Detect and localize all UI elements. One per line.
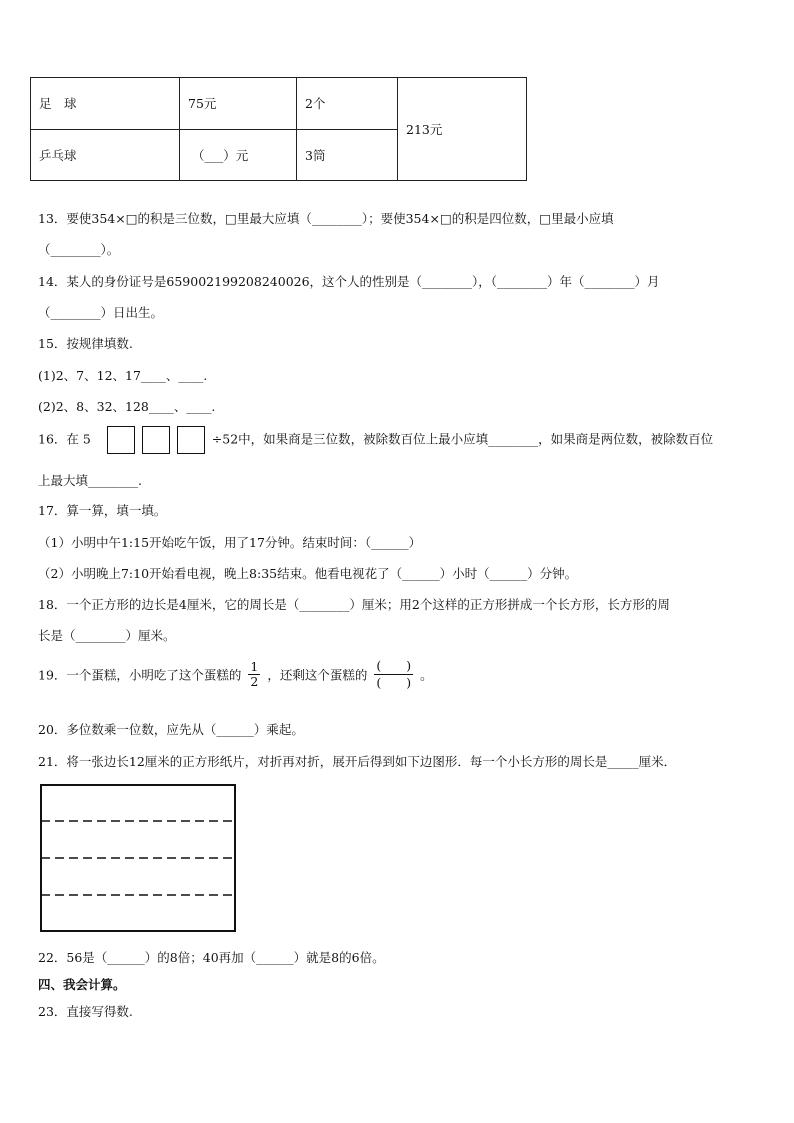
question-19 xyxy=(38,658,433,691)
fraction-one-half xyxy=(248,660,260,689)
question-17-title: 17．算一算，填一填。 xyxy=(38,503,167,518)
question-17-sub1: （1）小明中午1:15开始吃午饭，用了17分钟。结束时间：（______） xyxy=(38,535,422,550)
fraction-blank-denominator: ( ) xyxy=(376,675,412,690)
question-17-sub2: （2）小明晚上7:10开始看电视，晚上8:35结束。他看电视花了（______）小时（______）分钟。 xyxy=(38,566,578,581)
table-cell-qty: 2个 xyxy=(297,78,398,130)
question-23: 23．直接写得数. xyxy=(38,1004,133,1019)
question-18-line1: 18．一个正方形的边长是4厘米，它的周长是（________）厘米；用2个这样的正方形拼成一个长方形，长方形的周 xyxy=(38,597,670,612)
fraction-denominator: 2 xyxy=(250,674,259,689)
question-19-text-a: 19．一个蛋糕，小明吃了这个蛋糕的 xyxy=(38,667,242,683)
table-row xyxy=(31,78,527,130)
question-19-text-c: 。 xyxy=(420,667,433,683)
section-4-title: 四、我会计算。 xyxy=(38,977,126,992)
table-cell-item: 乒乓球 xyxy=(31,129,180,181)
digit-box xyxy=(107,426,135,454)
question-16-text: ÷52中，如果商是三位数，被除数百位上最小应填________，如果商是两位数，被除数百位 xyxy=(211,431,714,447)
table-cell-item: 足 球 xyxy=(31,78,180,130)
question-16-prefix: 16．在 5 xyxy=(38,431,91,447)
question-21: 21．将一张边长12厘米的正方形纸片，对折再对折，展开后得到如下边图形．每一个小长方形的周长是_____厘米． xyxy=(38,754,677,769)
question-15-title: 15．按规律填数. xyxy=(38,336,133,351)
table-cell-qty: 3筒 xyxy=(297,129,398,181)
digit-box xyxy=(142,426,170,454)
question-14-line1: 14．某人的身份证号是659002199208240026，这个人的性别是（________），（________）年（________）月 xyxy=(38,274,660,289)
table-cell-price: （___）元 xyxy=(180,129,297,181)
digit-box xyxy=(177,426,205,454)
question-13-line1: 13．要使354×□的积是三位数，□里最大应填（________）；要使354×□的积是四位数，□里最小应填 xyxy=(38,211,614,226)
question-13-line2: （________）。 xyxy=(38,242,120,257)
table-cell-price: 75元 xyxy=(180,78,297,130)
question-16-line1 xyxy=(38,426,713,454)
question-15-sub2: (2)2、8、32、128____、____. xyxy=(38,399,216,414)
question-16-line2: 上最大填________. xyxy=(38,473,142,488)
question-19-text-b: ，还剩这个蛋糕的 xyxy=(267,667,368,683)
table-cell-total: 213元 xyxy=(398,78,527,181)
fraction-numerator: 1 xyxy=(250,659,259,674)
fraction-blank-numerator: ( ) xyxy=(376,658,412,673)
question-15-sub1: (1)2、7、12、17____、____. xyxy=(38,368,208,383)
price-table xyxy=(30,77,527,181)
question-22: 22．56是（______）的8倍；40再加（______）就是8的6倍。 xyxy=(38,950,385,965)
question-18-line2: 长是（________）厘米。 xyxy=(38,628,176,643)
fraction-blank xyxy=(374,658,413,691)
folded-paper-figure xyxy=(40,784,238,934)
question-20: 20．多位数乘一位数，应先从（______）乘起。 xyxy=(38,722,304,737)
question-14-line2: （________）日出生。 xyxy=(38,305,164,320)
